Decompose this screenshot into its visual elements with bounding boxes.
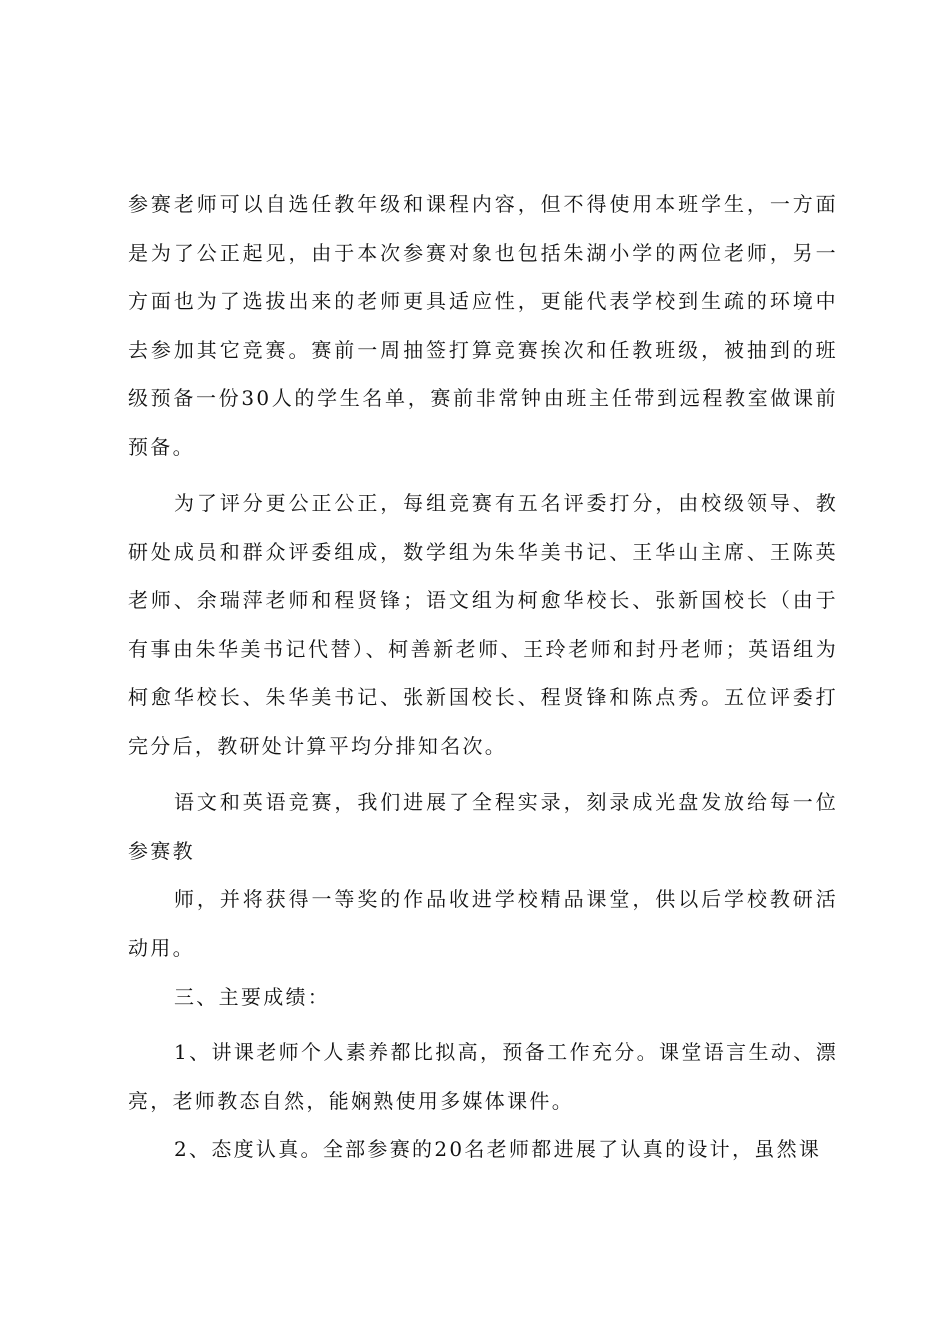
paragraph-recording: 语文和英语竞赛，我们进展了全程实录，刻录成光盘发放给每一位参赛教 bbox=[128, 790, 838, 863]
paragraph-contest-rules: 参赛老师可以自选任教年级和课程内容，但不得使用本班学生，一方面是为了公正起见，由于本次参赛对象也包括朱湖小学的两位老师，另一方面也为了选拔出来的老师更具适应性，更能代表学校到生疏的环境中去参加其它竞赛。赛前一周抽签打算竞赛挨次和任教班级，被抽到的班级预备一份30人的学生名单，赛前非常钟由班主任带到远程教室做课前预备。 bbox=[128, 192, 838, 459]
paragraph-result-2: 2、态度认真。全部参赛的20名老师都进展了认真的设计，虽然课 bbox=[174, 1137, 822, 1161]
section-heading-main-results: 三、主要成绩： bbox=[174, 985, 331, 1009]
paragraph-judging-panel: 为了评分更公正公正，每组竞赛有五名评委打分，由校级领导、教研处成员和群众评委组成，数学组为朱华美书记、王华山主席、王陈英老师、余瑞萍老师和程贤锋；语文组为柯愈华校长、张新国校长（由于有事由朱华美书记代替）、柯善新老师、王玲老师和封丹老师；英语组为柯愈华校长、朱华美书记、张新国校长、程贤锋和陈点秀。五位评委打完分后，教研处计算平均分排知名次。 bbox=[128, 491, 838, 758]
paragraph-result-1: 1、讲课老师个人素养都比拟高，预备工作充分。课堂语言生动、漂亮，老师教态自然，能娴熟使用多媒体课件。 bbox=[128, 1040, 838, 1113]
paragraph-recording-continued: 师，并将获得一等奖的作品收进学校精品课堂，供以后学校教研活动用。 bbox=[128, 887, 838, 960]
